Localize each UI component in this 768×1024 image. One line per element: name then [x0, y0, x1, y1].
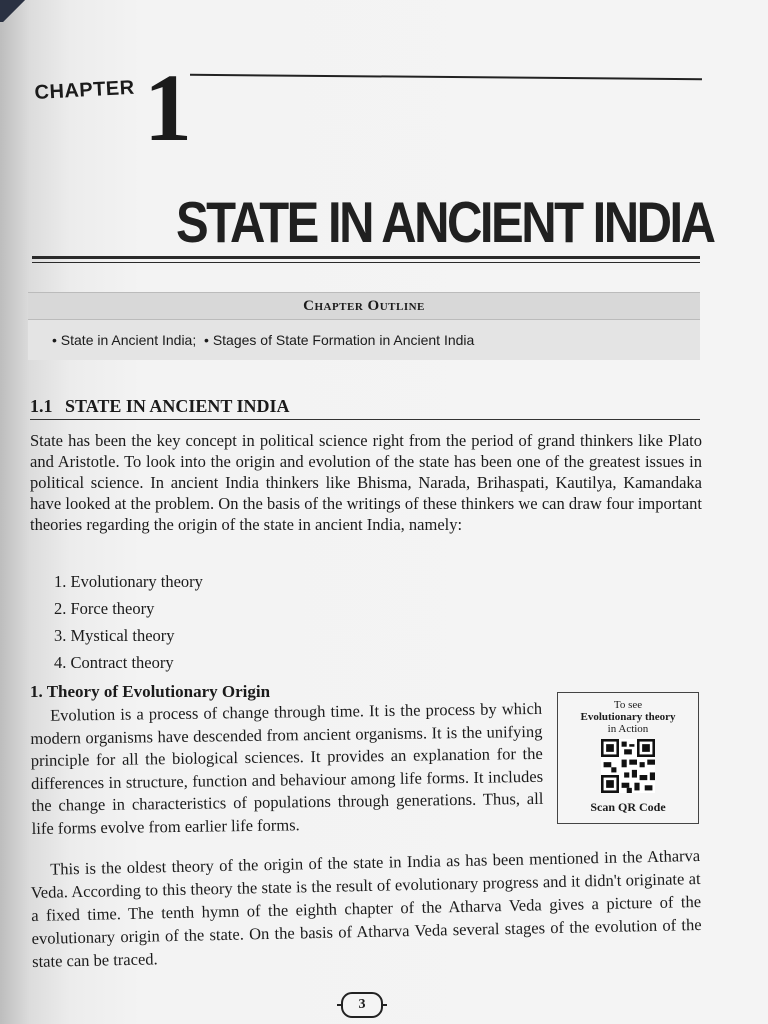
qr-caption-line3: in Action: [607, 723, 649, 735]
qr-caption-line2: Evolutionary theory: [580, 711, 676, 723]
bullet-icon: •: [200, 332, 209, 348]
outline-item: State in Ancient India;: [60, 332, 197, 348]
list-item: 2. Force theory: [54, 599, 155, 618]
chapter-number: 1: [144, 54, 192, 161]
evolution-paragraph: Evolution is a process of change through time. It is the process by which modern organisms have descended from ancient organisms. It is the unifying principle for all the biological sciences. It provides an explanation for the differences in structure, function and behaviour among life forms. It includes the change in characteristics of populations through generations. Thus, all life forms evolve from earlier life forms.: [30, 698, 544, 838]
chapter-label: CHAPTER: [34, 76, 136, 104]
theories-list: [54, 568, 203, 676]
intro-paragraph: State has been the key concept in political science right from the period of grand thinkers like Plato and Aristotle. To look into the origin and evolution of the state has been one of the greatest issues in political science. In ancient India thinkers like Bhisma, Narada, Brihaspati, Kautilya, Kamandaka have looked at the problem. On the basis of the writings of these thinkers we can draw four important theories regarding the origin of the state in ancient India, namely:: [30, 431, 702, 534]
list-item: 4. Contract theory: [54, 653, 174, 672]
subsection-heading: 1. Theory of Evolutionary Origin: [30, 682, 271, 701]
section-rule: [30, 419, 700, 420]
section-title: STATE IN ANCIENT INDIA: [65, 396, 290, 416]
title-rule-thick: [32, 256, 700, 259]
qr-callout[interactable]: [557, 692, 699, 824]
page-corner-shadow: [0, 0, 40, 22]
page-number: 3: [341, 992, 383, 1018]
qr-caption-line1: To see: [613, 699, 643, 711]
list-item: 1. Evolutionary theory: [54, 572, 203, 591]
header-rule: [190, 74, 702, 80]
section-heading: [30, 396, 290, 417]
chapter-outline-heading: Chapter Outline: [28, 292, 700, 320]
qr-scan-label: Scan QR Code: [590, 800, 666, 814]
chapter-title: STATE IN ANCIENT INDIA: [176, 191, 714, 255]
title-rule-thin: [32, 262, 700, 263]
qr-code-icon[interactable]: [601, 739, 655, 793]
chapter-outline-items: [28, 320, 700, 360]
section-number: 1.1: [30, 396, 53, 416]
list-item: 3. Mystical theory: [54, 626, 175, 645]
outline-item: Stages of State Formation in Ancient India: [212, 332, 475, 348]
atharva-paragraph: This is the oldest theory of the origin of the state in India as has been mentioned in the Atharva Veda. According to this theory the state is the result of evolutionary progress and it didn't originate at a fixed time. The tenth hymn of the eighth chapter of the Atharva Veda gives a picture of the evolutionary origin of the state. On the basis of Atharva Veda several stages of the evolution of the state can be traced.: [30, 845, 702, 971]
chapter-outline-box: [28, 292, 700, 364]
bullet-icon: •: [52, 332, 57, 348]
